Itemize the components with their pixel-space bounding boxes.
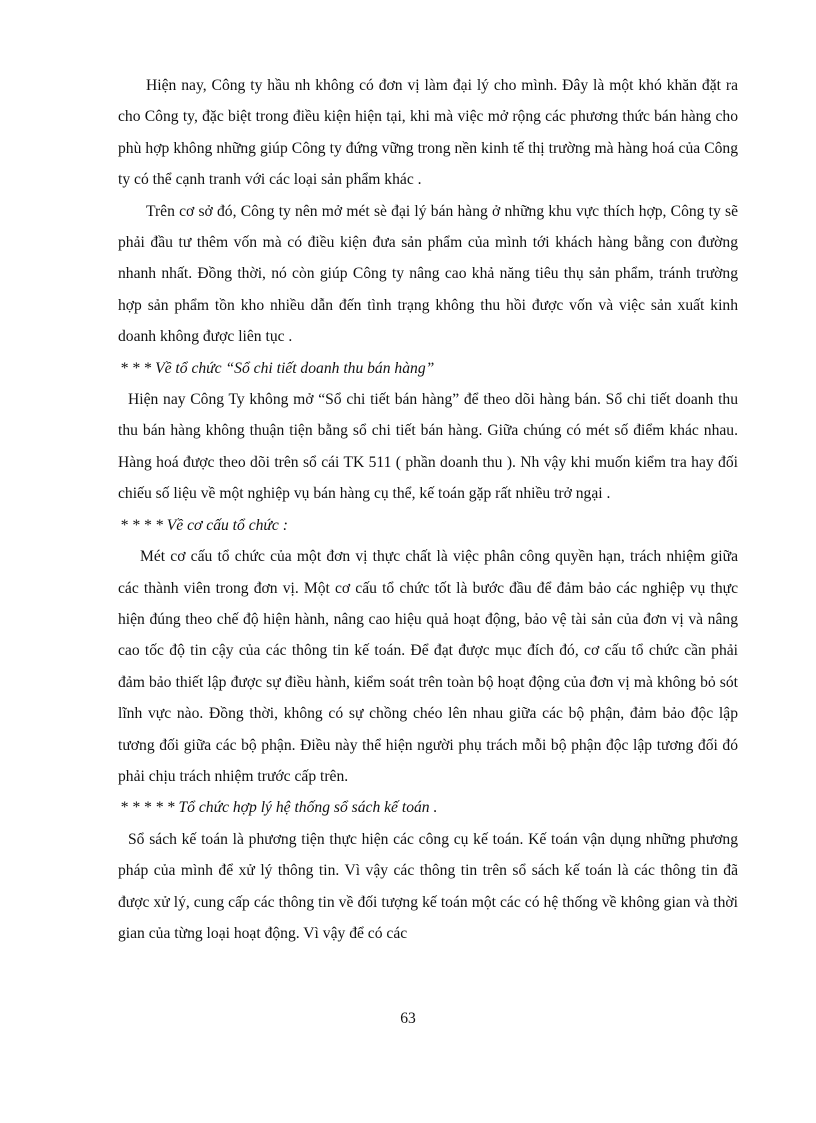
paragraph-accounting-books: Sổ sách kế toán là phương tiện thực hiện các công cụ kế toán. Kế toán vận dụng những phương pháp của mình để xử lý thông tin. Vì vậy các thông tin trên sổ sách kế toán là các thông tin đã được xử lý, cung cấp các thông tin về đối tượng kế toán một các có hệ thống về không gian và thời gian của từng loại hoạt động. Vì vậy để có các — [118, 830, 738, 942]
document-page — [118, 70, 738, 949]
paragraph-agency-issue: Hiện nay, Công ty hầu nh không có đơn vị làm đại lý cho mình. Đây là một khó khăn đặt ra cho Công ty, đặc biệt trong điều kiện hiện tại, khi mà việc mở rộng các phương thức bán hàng cho phù hợp không những giúp Công ty đứng vững trong nền kinh tế thị trường mà hàng hoá của Công ty có thể cạnh tranh với các loại sản phẩm khác . — [118, 77, 738, 189]
paragraph-sales-ledger: Hiện nay Công Ty không mở “Sổ chi tiết bán hàng” để theo dõi hàng bán. Sổ chi tiết doanh thu thu bán hàng không thuận tiện bằng sổ chi tiết bán hàng. Giữa chúng có mét số điểm khác nhau. Hàng hoá được theo dõi trên sổ cái TK 511 ( phần doanh thu ). Nh vậy khi muốn kiểm tra hay đối chiếu số liệu về một nghiệp vụ bán hàng cụ thể, kế toán gặp rất nhiều trở ngại . — [118, 391, 738, 503]
section-heading-org-structure: * * * * Về cơ cấu tổ chức : — [120, 516, 288, 534]
section-heading-accounting-books: * * * * * Tổ chức hợp lý hệ thống sổ sách kế toán . — [120, 799, 438, 817]
section-heading-sales-ledger: * * * Về tổ chức “Sổ chi tiết doanh thu bán hàng” — [120, 359, 435, 377]
paragraph-org-structure: Mét cơ cấu tổ chức của một đơn vị thực chất là việc phân công quyền hạn, trách nhiệm giữa các thành viên trong đơn vị. Một cơ cấu tổ chức tốt là bước đầu để đảm bảo các nghiệp vụ thực hiện đúng theo chế độ hiện hành, nâng cao hiệu quả hoạt động, bảo vệ tài sản của đơn vị và nâng cao tốc độ tin cậy của các thông tin kế toán. Để đạt được mục đích đó, cơ cấu tổ chức cần phải đảm bảo thiết lập được sự điều hành, kiểm soát trên toàn bộ hoạt động của đơn vị mà không bỏ sót lĩnh vực nào. Đồng thời, không có sự chồng chéo lên nhau giữa các bộ phận, đảm bảo độc lập tương đối giữa các bộ phận. Điều này thể hiện người phụ trách mỗi bộ phận độc lập tương đối đó phải chịu trách nhiệm trước cấp trên. — [118, 548, 738, 785]
paragraph-open-agencies: Trên cơ sở đó, Công ty nên mở mét sè đại lý bán hàng ở những khu vực thích hợp, Công ty sẽ phải đầu tư thêm vốn mà có điều kiện đưa sản phẩm của mình tới khách hàng bằng con đường nhanh nhất. Đồng thời, nó còn giúp Công ty nâng cao khả năng tiêu thụ sản phẩm, tránh trường hợp sản phẩm tồn kho nhiều dẫn đến tình trạng không thu hồi được vốn và việc sản xuất kinh doanh không được liên tục . — [118, 202, 738, 346]
page-number: 63 — [400, 1010, 416, 1027]
